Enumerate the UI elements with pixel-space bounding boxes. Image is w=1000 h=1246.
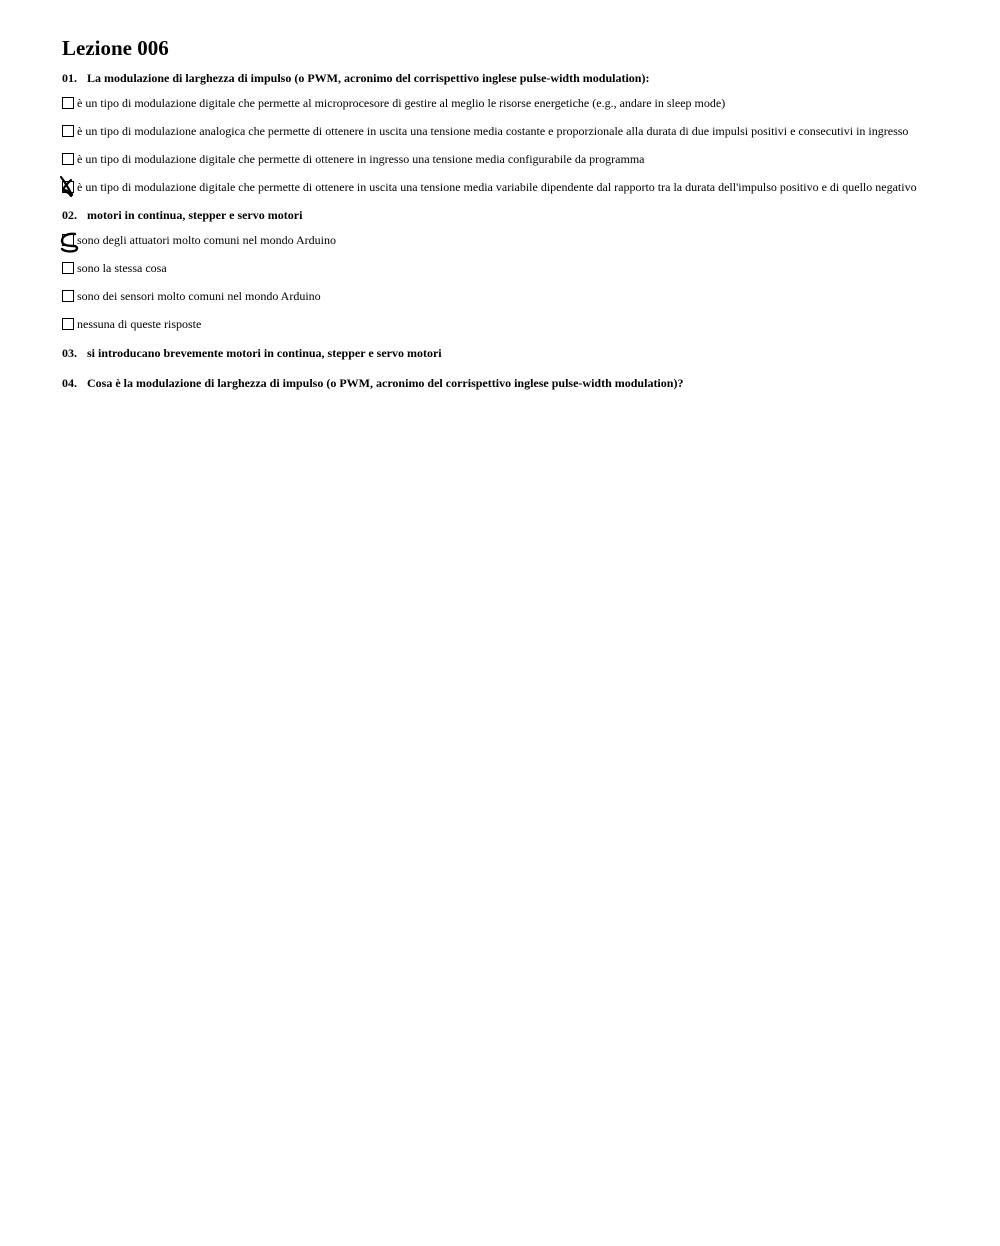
answer-checkbox[interactable]: [62, 97, 74, 109]
question-heading: [62, 207, 922, 223]
answer-option: [62, 96, 922, 111]
question-number: 03.: [62, 346, 77, 360]
question-text: La modulazione di larghezza di impulso (o PWM, acronimo del corrispettivo inglese pulse-width modulation):: [87, 71, 650, 85]
answer-option-selected: [62, 180, 922, 195]
question-02: [62, 207, 922, 332]
answer-text: è un tipo di modulazione digitale che permette al microprocesore di gestire al meglio le risorse energetiche (e.g., andare in sleep mode): [77, 96, 726, 110]
answer-option: [62, 317, 922, 332]
question-04: [62, 375, 922, 391]
answer-checkbox[interactable]: [62, 153, 74, 165]
question-number: 02.: [62, 208, 77, 222]
question-heading: [62, 70, 922, 86]
handwritten-circle-icon: [60, 232, 82, 256]
question-text: Cosa è la modulazione di larghezza di impulso (o PWM, acronimo del corrispettivo inglese pulse-width modulation)?: [87, 376, 684, 390]
answer-option: [62, 152, 922, 167]
answer-text: è un tipo di modulazione digitale che permette di ottenere in ingresso una tensione media configurabile da programma: [77, 152, 645, 166]
question-03: [62, 345, 922, 361]
answer-checkbox-checked[interactable]: [62, 234, 74, 246]
answer-option: [62, 124, 922, 139]
answer-checkbox[interactable]: [62, 290, 74, 302]
question-01: [62, 70, 922, 195]
handwritten-check-icon: [60, 175, 82, 199]
question-number: 01.: [62, 71, 77, 85]
answer-text: nessuna di queste risposte: [77, 317, 202, 331]
question-text: motori in continua, stepper e servo motori: [87, 208, 303, 222]
answer-text: è un tipo di modulazione analogica che permette di ottenere in uscita una tensione media costante e proporzionale alla durata di due impulsi positivi e consecutivi in ingresso: [77, 124, 909, 138]
question-number: 04.: [62, 376, 77, 390]
document-page: [62, 36, 922, 391]
answer-text: sono dei sensori molto comuni nel mondo Arduino: [77, 289, 321, 303]
question-heading: [62, 345, 922, 361]
answer-checkbox[interactable]: [62, 318, 74, 330]
page-title: Lezione 006: [62, 36, 169, 60]
answer-checkbox[interactable]: [62, 125, 74, 137]
answer-text: sono degli attuatori molto comuni nel mondo Arduino: [77, 233, 336, 247]
answer-option-selected: [62, 233, 922, 248]
answer-text: è un tipo di modulazione digitale che permette di ottenere in uscita una tensione media variabile dipendente dal rapporto tra la durata dell'impulso positivo e di quello negativo: [77, 180, 917, 194]
question-text: si introducano brevemente motori in continua, stepper e servo motori: [87, 346, 442, 360]
answer-option: [62, 261, 922, 276]
answer-checkbox[interactable]: [62, 262, 74, 274]
answer-text: sono la stessa cosa: [77, 261, 167, 275]
answer-option: [62, 289, 922, 304]
answer-checkbox-checked[interactable]: [62, 181, 74, 193]
question-heading: [62, 375, 922, 391]
